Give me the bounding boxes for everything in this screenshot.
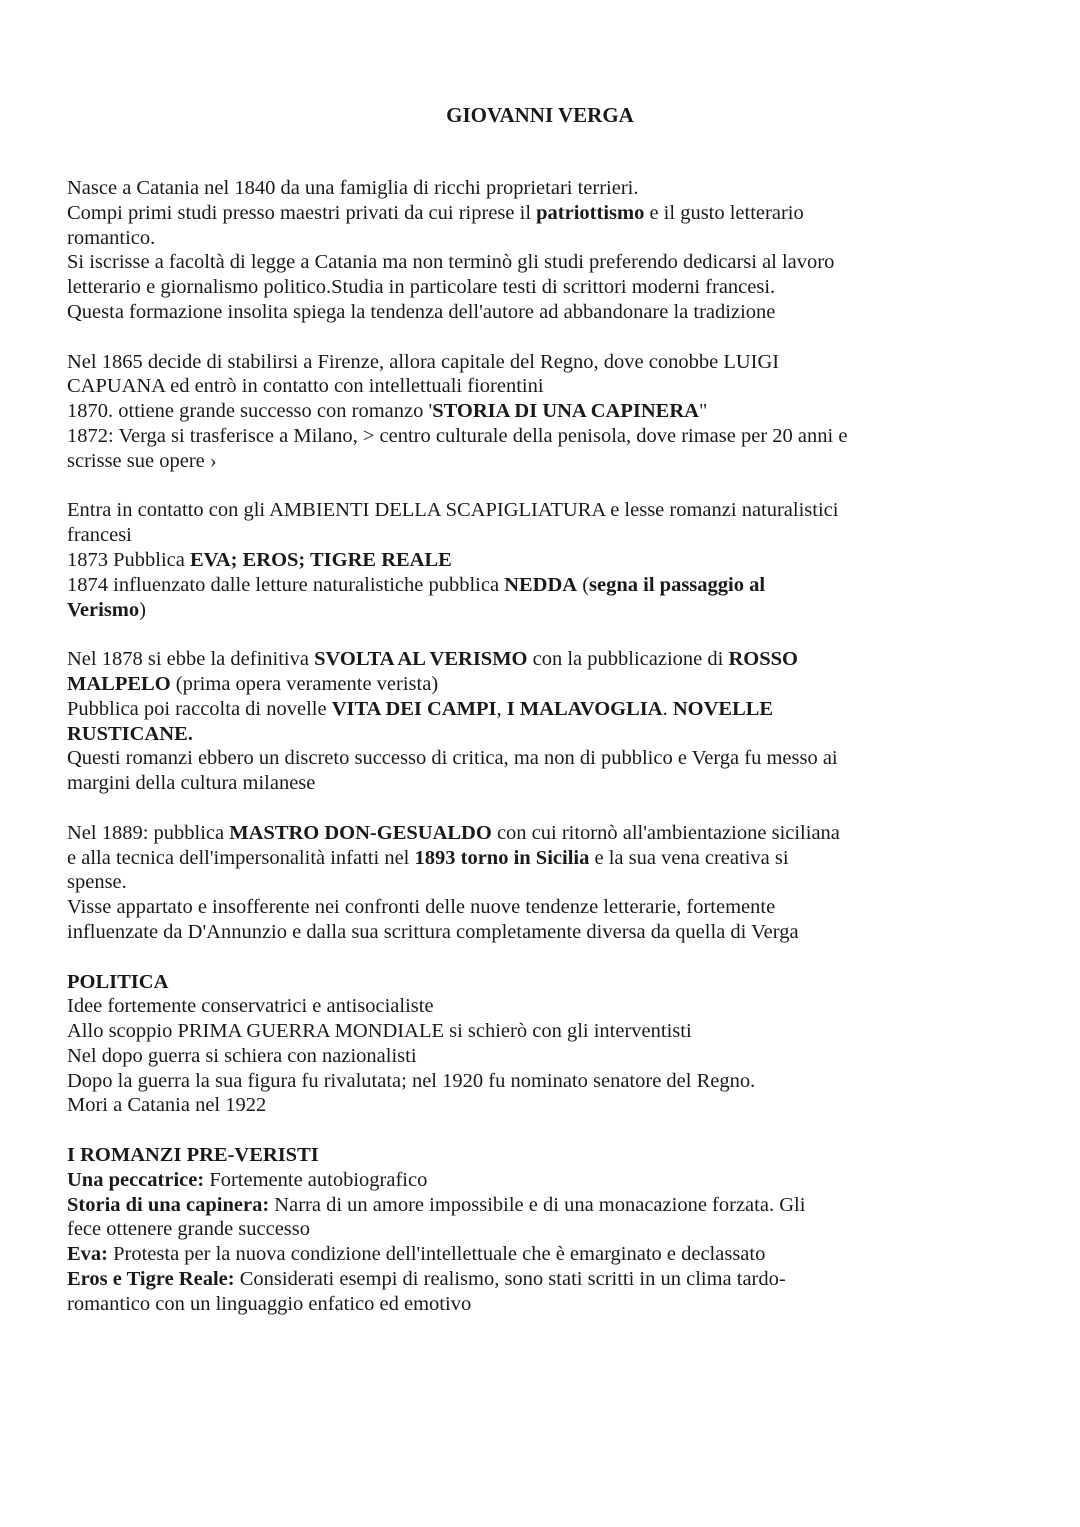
text-line (67, 722, 992, 747)
text-run: Narra di un amore impossibile e di una monacazione forzata. Gli (269, 1193, 806, 1216)
bold-text: Storia di una capinera: (67, 1193, 270, 1216)
section-politica (67, 970, 992, 1119)
text-run: Pubblica poi raccolta di novelle (67, 697, 332, 720)
text-line (67, 1193, 992, 1218)
text-line (67, 672, 992, 697)
text-line (67, 746, 992, 771)
text-run: Fortemente autobiografico (204, 1168, 428, 1191)
bold-text: 1893 torno in Sicilia (414, 846, 590, 869)
text-run: , (496, 697, 507, 720)
text-run: Compi primi studi presso maestri privati da cui riprese il (67, 201, 537, 224)
text-run: Considerati esempi di realismo, sono stati scritti in un clima tardo- (234, 1268, 786, 1291)
text-line (67, 1217, 992, 1242)
bold-text: MASTRO DON-GESUALDO (229, 821, 492, 844)
text-line (67, 1143, 992, 1168)
text-run: Idee fortemente conservatrici e antisocialiste (67, 995, 434, 1018)
text-run: letterario e giornalismo politico.Studia in particolare testi di scrittori moderni francesi. (67, 276, 776, 299)
text-line (67, 300, 992, 325)
text-run: Dopo la guerra la sua figura fu rivalutata; nel 1920 fu nominato senatore del Regno. (67, 1069, 756, 1092)
text-line (67, 846, 992, 871)
paragraph-scapigliatura (67, 498, 992, 622)
bold-text: I ROMANZI PRE-VERISTI (67, 1144, 319, 1167)
text-line (67, 1267, 992, 1292)
text-line (67, 548, 992, 573)
bold-text: Una peccatrice: (67, 1168, 205, 1191)
text-line (67, 523, 992, 548)
paragraph-gap (67, 325, 992, 350)
text-run: influenzate da D'Annunzio e dalla sua scrittura completamente diversa da quella di Verga (67, 920, 799, 943)
text-run: 1872: Verga si trasferisce a Milano, > centro culturale della penisola, dove rimase per 20 anni e (67, 424, 848, 447)
text-run: Nel 1865 decide di stabilirsi a Firenze, allora capitale del Regno, dove conobbe LUIGI (67, 350, 780, 373)
bold-text: EVA; EROS; TIGRE REALE (190, 548, 452, 571)
text-run: ) (139, 598, 146, 621)
text-line (67, 1168, 992, 1193)
text-run: romantico con un linguaggio enfatico ed emotivo (67, 1292, 472, 1315)
text-line (67, 1019, 992, 1044)
bold-text: VITA DEI CAMPI (331, 697, 497, 720)
text-line (67, 970, 992, 995)
text-line (67, 201, 992, 226)
text-run: e il gusto letterario (644, 201, 804, 224)
text-line (67, 870, 992, 895)
bold-text: NOVELLE (672, 697, 774, 720)
paragraph-biography (67, 176, 992, 325)
text-run: Questi romanzi ebbero un discreto successo di critica, ma non di pubblico e Verga fu messo ai (67, 747, 838, 770)
text-line (67, 895, 992, 920)
text-run: Nel 1889: pubblica (67, 821, 230, 844)
text-run: Allo scoppio PRIMA GUERRA MONDIALE si schierò con gli interventisti (67, 1020, 692, 1043)
text-run: Questa formazione insolita spiega la tendenza dell'autore ad abbandonare la tradizione (67, 300, 776, 323)
text-line (67, 1044, 992, 1069)
text-run: Protesta per la nuova condizione dell'intellettuale che è emarginato e declassato (108, 1243, 766, 1266)
text-line (67, 994, 992, 1019)
text-run: " (698, 400, 708, 423)
text-run: Nasce a Catania nel 1840 da una famiglia di ricchi proprietari terrieri. (67, 177, 639, 199)
text-line (67, 1093, 992, 1118)
bold-text: Eva: (67, 1243, 108, 1266)
bold-text: segna il passaggio al (589, 573, 766, 596)
bold-text: I MALAVOGLIA (506, 697, 663, 720)
text-line (67, 275, 992, 300)
bold-text: Eros e Tigre Reale: (67, 1268, 235, 1291)
text-run: e la sua vena creativa si (589, 846, 789, 869)
text-run: (prima opera veramente verista) (170, 672, 439, 695)
text-run: fece ottenere grande successo (67, 1218, 311, 1241)
section-romanzi-pre-veristi (67, 1143, 992, 1317)
text-line (67, 1292, 992, 1317)
text-run: Nel 1878 si ebbe la definitiva (67, 648, 315, 671)
text-line (67, 374, 992, 399)
text-line (67, 821, 992, 846)
text-line (67, 697, 992, 722)
text-run: ( (577, 573, 590, 596)
text-line (67, 350, 992, 375)
bold-text: patriottismo (536, 201, 645, 224)
paragraph-gap (67, 1118, 992, 1143)
bold-text: ROSSO (728, 648, 798, 671)
paragraph-gap (67, 796, 992, 821)
text-run: Mori a Catania nel 1922 (67, 1094, 267, 1117)
text-run: margini della cultura milanese (67, 772, 316, 795)
text-line (67, 176, 992, 201)
paragraph-verismo (67, 647, 992, 796)
bold-text: RUSTICANE. (67, 722, 193, 745)
text-run: CAPUANA ed entrò in contatto con intellettuali fiorentini (67, 375, 544, 398)
text-line (67, 250, 992, 275)
bold-text: Verismo (67, 598, 140, 621)
text-run: 1870. ottiene grande successo con romanzo ' (67, 400, 433, 423)
bold-text: STORIA DI UNA CAPINERA (432, 400, 699, 423)
paragraph-florence-milan (67, 350, 992, 474)
text-run: Si iscrisse a facoltà di legge a Catania ma non terminò gli studi preferendo dedicarsi al lavoro (67, 251, 835, 274)
text-line (67, 498, 992, 523)
text-run: e alla tecnica dell'impersonalità infatti nel (67, 846, 415, 869)
text-run: 1874 influenzato dalle letture naturalistiche pubblica (67, 573, 505, 596)
text-line (67, 647, 992, 672)
text-run: Visse appartato e insofferente nei confronti delle nuove tendenze letterarie, fortemente (67, 896, 776, 919)
text-run: romantico. (67, 226, 156, 249)
text-line (67, 573, 992, 598)
paragraph-late-years (67, 821, 992, 945)
text-line (67, 598, 992, 623)
text-line (67, 226, 992, 251)
page-title: GIOVANNI VERGA (446, 103, 634, 127)
bold-text: POLITICA (67, 970, 169, 993)
text-line (67, 424, 992, 449)
text-run: spense. (67, 871, 127, 894)
text-line (67, 399, 992, 424)
text-run: . (662, 697, 673, 720)
text-run: Entra in contatto con gli AMBIENTI DELLA SCAPIGLIATURA e lesse romanzi naturalistici (67, 499, 839, 522)
text-line (67, 771, 992, 796)
text-run: scrisse sue opere › (67, 449, 217, 472)
bold-text: NEDDA (504, 573, 578, 596)
bold-text: SVOLTA AL VERISMO (314, 648, 528, 671)
text-run: 1873 Pubblica (67, 548, 190, 571)
text-run: francesi (67, 524, 132, 547)
bold-text: MALPELO (67, 672, 171, 695)
text-run: con la pubblicazione di (527, 648, 729, 671)
text-run: con cui ritornò all'ambientazione siciliana (491, 821, 840, 844)
paragraph-gap (67, 474, 992, 499)
paragraph-gap (67, 945, 992, 970)
text-line (67, 449, 992, 474)
paragraph-gap (67, 622, 992, 647)
text-line (67, 1242, 992, 1267)
text-run: Nel dopo guerra si schiera con nazionalisti (67, 1044, 417, 1067)
document-body (67, 176, 992, 1317)
text-line (67, 920, 992, 945)
text-line (67, 1069, 992, 1094)
